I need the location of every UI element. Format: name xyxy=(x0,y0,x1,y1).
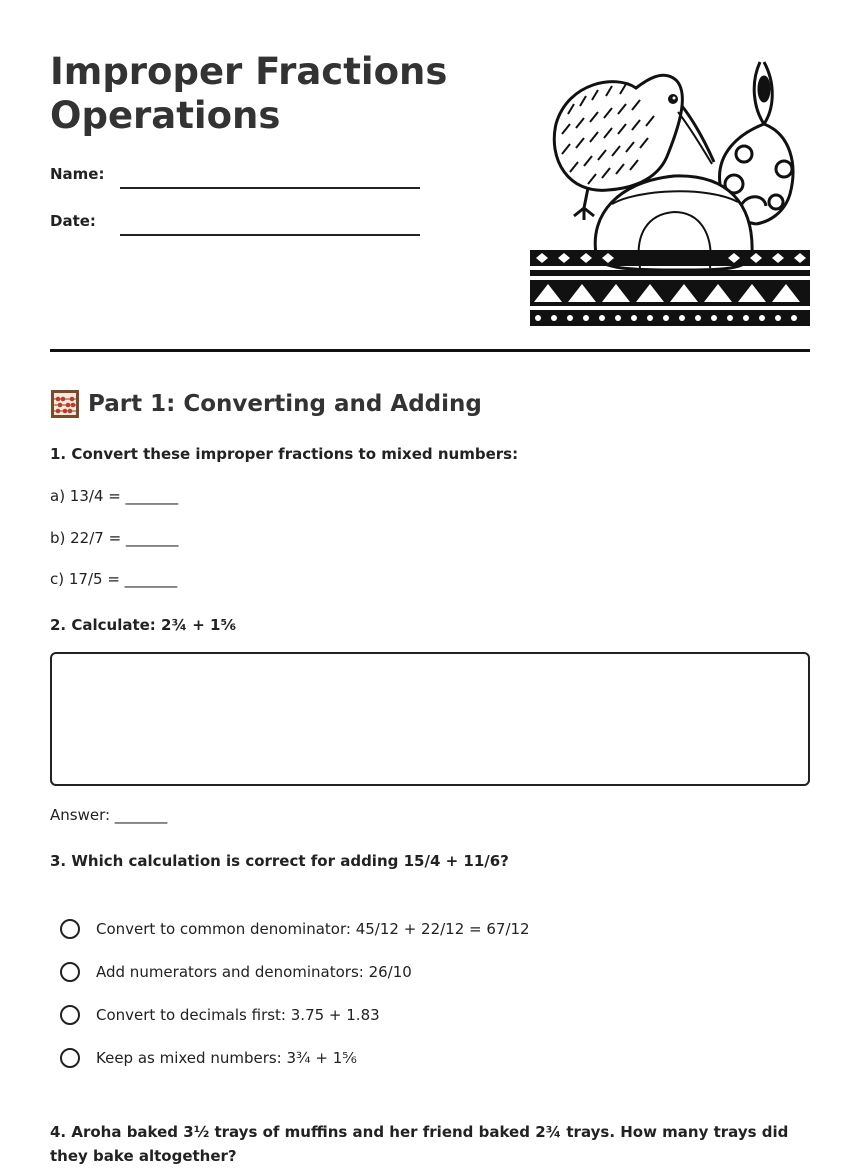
kiwi-illustration-icon xyxy=(528,54,812,330)
option-label: Convert to decimals first: 3.75 + 1.83 xyxy=(96,1006,380,1024)
question-1a: a) 13/4 = _______ xyxy=(50,487,179,505)
question-3-option-b[interactable] xyxy=(60,959,412,985)
header-divider xyxy=(50,349,810,352)
question-2-answer: Answer: _______ xyxy=(50,806,168,824)
name-label: Name: xyxy=(50,165,105,183)
question-1b: b) 22/7 = _______ xyxy=(50,529,179,547)
radio-button[interactable] xyxy=(60,1005,80,1025)
question-3-option-c[interactable] xyxy=(60,1002,380,1028)
radio-button[interactable] xyxy=(60,962,80,982)
abacus-icon xyxy=(50,389,80,419)
radio-button[interactable] xyxy=(60,919,80,939)
option-label: Convert to common denominator: 45/12 + 22/12 = 67/12 xyxy=(96,920,530,938)
question-3-option-a[interactable] xyxy=(60,916,530,942)
pattern-band-icon xyxy=(530,250,810,326)
radio-button[interactable] xyxy=(60,1048,80,1068)
question-3-option-d[interactable] xyxy=(60,1045,357,1071)
question-4: 4. Aroha baked 3½ trays of muffins and her friend baked 2¾ trays. How many trays did they bake altogether? xyxy=(50,1123,789,1165)
part1-heading-text: Part 1: Converting and Adding xyxy=(88,391,482,417)
page-title xyxy=(50,50,490,138)
question-1c: c) 17/5 = _______ xyxy=(50,570,178,588)
part1-heading xyxy=(50,387,482,421)
question-1: 1. Convert these improper fractions to mixed numbers: xyxy=(50,445,519,463)
question-2: 2. Calculate: 2¾ + 1⅚ xyxy=(50,616,236,634)
date-label: Date: xyxy=(50,212,96,230)
question-3: 3. Which calculation is correct for adding 15/4 + 11/6? xyxy=(50,852,509,870)
option-label: Add numerators and denominators: 26/10 xyxy=(96,963,412,981)
option-label: Keep as mixed numbers: 3¾ + 1⅚ xyxy=(96,1049,357,1067)
name-line[interactable] xyxy=(120,187,420,189)
title-line-1: Improper Fractions xyxy=(50,50,448,93)
date-line[interactable] xyxy=(120,234,420,236)
question-2-working-box[interactable] xyxy=(50,652,810,786)
title-line-2: Operations xyxy=(50,94,281,137)
